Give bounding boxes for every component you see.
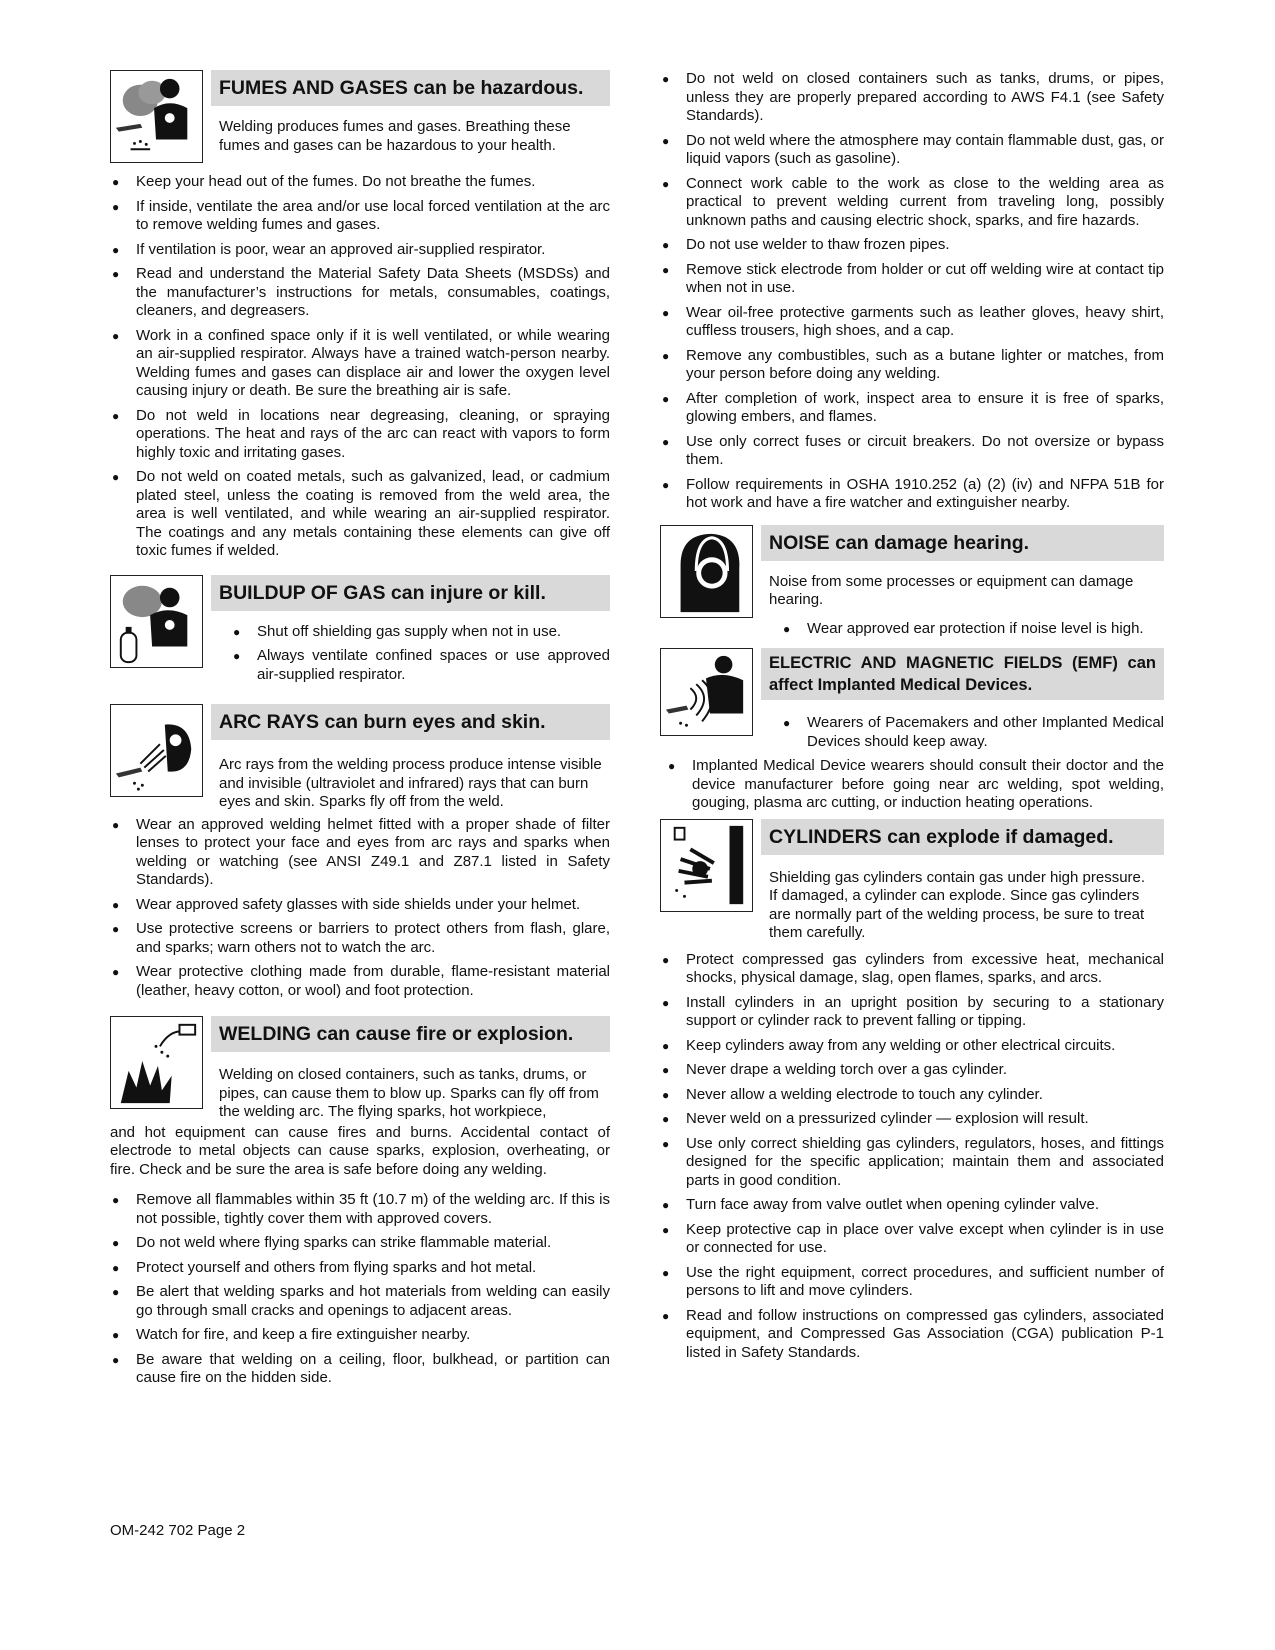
noise-section (660, 525, 1164, 645)
list-item: ● Use only correct fuses or circuit breakers. Do not oversize or bypass them. (660, 433, 1164, 470)
fumes-title: FUMES AND GASES can be hazardous. (211, 70, 610, 106)
fire-list (110, 1191, 610, 1388)
buildup-section (110, 575, 610, 691)
buildup-title: BUILDUP OF GAS can injure or kill. (211, 575, 610, 611)
arc-rays-title: ARC RAYS can burn eyes and skin. (211, 704, 610, 740)
list-item: ● If inside, ventilate the area and/or use local forced ventilation at the arc to remove welding fumes and gases. (110, 198, 610, 235)
cylinders-title: CYLINDERS can explode if damaged. (761, 819, 1164, 855)
list-item: ● Protect yourself and others from flying sparks and hot metal. (110, 1259, 610, 1278)
cylinders-intro: Shielding gas cylinders contain gas under high pressure. If damaged, a cylinder can explode. Since gas cylinders are normally part of the welding process, be sure to treat them carefully. (769, 868, 1146, 941)
list-item: ● Use only correct shielding gas cylinders, regulators, hoses, and fittings designed for the specific application; maintain them and associated parts in good condition. (660, 1135, 1164, 1191)
list-item: ● Do not weld where flying sparks can strike flammable material. (110, 1234, 610, 1253)
arc-rays-section (110, 704, 610, 1000)
fire-explosion-icon (110, 1016, 203, 1109)
fire-continued-list (660, 70, 1164, 513)
fire-intro: Welding on closed containers, such as tanks, drums, or pipes, can cause them to blow up. Sparks can fly off from the welding arc. The flying sparks, hot workpiece, (219, 1066, 599, 1120)
list-item: ● Wear protective clothing made from durable, flame-resistant material (leather, heavy cotton, or wool) and foot protection. (110, 963, 610, 1000)
list-item: ● Do not weld on closed containers such as tanks, drums, or pipes, unless they are properly prepared according to AWS F4.1 (see Safety Standards). (660, 70, 1164, 126)
emf-list-2 (666, 757, 1164, 813)
noise-title: NOISE can damage hearing. (761, 525, 1164, 561)
list-item: ● Wear oil-free protective garments such as leather gloves, heavy shirt, cuffless trousers, high shoes, and a cap. (660, 304, 1164, 341)
list-item: ● Install cylinders in an upright position by securing to a stationary support or cylinder rack to prevent falling or tipping. (660, 994, 1164, 1031)
list-item: ● Always ventilate confined spaces or use approved air-supplied respirator. (211, 647, 610, 684)
list-item: ● Connect work cable to the work as close to the welding area as practical to prevent welding current from traveling long, possibly unknown paths and causing electric shock, sparks, and fire hazards. (660, 175, 1164, 231)
left-column (110, 70, 610, 1394)
list-item: ● Keep your head out of the fumes. Do not breathe the fumes. (110, 173, 610, 192)
gas-buildup-icon (110, 575, 203, 668)
list-item: ● Watch for fire, and keep a fire extinguisher nearby. (110, 1326, 610, 1345)
emf-section (660, 648, 1164, 813)
noise-intro: Noise from some processes or equipment can damage hearing. (769, 572, 1134, 608)
fire-intro-continued: and hot equipment can cause fires and burns. Accidental contact of electrode to metal objects can cause sparks, explosion, overheating, or fire. Check and be sure the area is safe before doing any welding. (110, 1123, 610, 1178)
list-item: ● Follow requirements in OSHA 1910.252 (a) (2) (iv) and NFPA 51B for hot work and have a fire watcher and extinguisher nearby. (660, 476, 1164, 513)
list-item: ● Wear approved ear protection if noise level is high. (761, 620, 1164, 639)
list-item: ● Do not weld in locations near degreasing, cleaning, or spraying operations. The heat and rays of the arc can react with vapors to form highly toxic and irritating gases. (110, 407, 610, 463)
arc-rays-intro: Arc rays from the welding process produce intense visible and invisible (ultraviolet and infrared) rays that can burn eyes and skin. Sparks fly off from the weld. (219, 756, 602, 810)
list-item: ● Never drape a welding torch over a gas cylinder. (660, 1061, 1164, 1080)
list-item: ● Remove all flammables within 35 ft (10.7 m) of the welding arc. If this is not possible, tightly cover them with approved covers. (110, 1191, 610, 1228)
noise-hearing-icon (660, 525, 753, 618)
cylinders-section (660, 819, 1164, 1363)
list-item: ● Do not weld where the atmosphere may contain flammable dust, gas, or liquid vapors (such as gasoline). (660, 132, 1164, 169)
list-item: ● Wear approved safety glasses with side shields under your helmet. (110, 896, 610, 915)
list-item: ● Read and follow instructions on compressed gas cylinders, associated equipment, and Compressed Gas Association (CGA) publication P-1 listed in Safety Standards. (660, 1307, 1164, 1363)
fumes-list (110, 173, 610, 561)
fumes-section (110, 70, 610, 561)
list-item: ● Read and understand the Material Safety Data Sheets (MSDSs) and the manufacturer’s instructions for metals, consumables, coatings, cleaners, and degreasers. (110, 265, 610, 321)
noise-list (761, 620, 1164, 639)
list-item: ● Be aware that welding on a ceiling, floor, bulkhead, or partition can cause fire on the hidden side. (110, 1351, 610, 1388)
list-item: ● Never weld on a pressurized cylinder — explosion will result. (660, 1110, 1164, 1129)
list-item: ● Use the right equipment, correct procedures, and sufficient number of persons to lift and move cylinders. (660, 1264, 1164, 1301)
emf-fields-icon (660, 648, 753, 736)
list-item: ● Turn face away from valve outlet when opening cylinder valve. (660, 1196, 1164, 1215)
list-item: ● Keep protective cap in place over valve except when cylinder is in use or connected for use. (660, 1221, 1164, 1258)
list-item: ● Keep cylinders away from any welding or other electrical circuits. (660, 1037, 1164, 1056)
list-item: ● Do not use welder to thaw frozen pipes. (660, 236, 1164, 255)
arc-rays-icon (110, 704, 203, 797)
list-item: ● Wear an approved welding helmet fitted with a proper shade of filter lenses to protect your face and eyes from arc rays and sparks when welding or watching (see ANSI Z49.1 and Z87.1 listed in Safety Standards). (110, 816, 610, 890)
list-item: ● Protect compressed gas cylinders from excessive heat, mechanical shocks, physical damage, slag, open flames, sparks, and arcs. (660, 951, 1164, 988)
cylinder-explosion-icon (660, 819, 753, 912)
list-item: ● Remove stick electrode from holder or cut off welding wire at contact tip when not in use. (660, 261, 1164, 298)
cylinders-list (660, 951, 1164, 1363)
emf-title: ELECTRIC AND MAGNETIC FIELDS (EMF) can affect Implanted Medical Devices. (761, 648, 1164, 700)
list-item: ● Implanted Medical Device wearers should consult their doctor and the device manufacturer before going near arc welding, spot welding, gouging, plasma arc cutting, or induction heating operations. (666, 757, 1164, 813)
emf-list (761, 714, 1164, 751)
list-item: ● After completion of work, inspect area to ensure it is free of sparks, glowing embers, and flames. (660, 390, 1164, 427)
buildup-list (211, 623, 610, 685)
fire-section (110, 1016, 610, 1388)
list-item: ● Never allow a welding electrode to touch any cylinder. (660, 1086, 1164, 1105)
arc-rays-list (110, 816, 610, 1001)
list-item: ● Wearers of Pacemakers and other Implanted Medical Devices should keep away. (761, 714, 1164, 751)
fumes-hazard-icon (110, 70, 203, 163)
list-item: ● Shut off shielding gas supply when not in use. (211, 623, 610, 642)
fumes-intro: Welding produces fumes and gases. Breathing these fumes and gases can be hazardous to your health. (219, 118, 571, 154)
list-item: ● Do not weld on coated metals, such as galvanized, lead, or cadmium plated steel, unless the coating is removed from the weld area, the area is well ventilated, and while wearing an air-supplied respirator. The coatings and any metals containing these elements can give off toxic fumes if welded. (110, 468, 610, 561)
list-item: ● Be alert that welding sparks and hot materials from welding can easily go through small cracks and openings to adjacent areas. (110, 1283, 610, 1320)
fire-title: WELDING can cause fire or explosion. (211, 1016, 610, 1052)
list-item: ● Work in a confined space only if it is well ventilated, or while wearing an air-supplied respirator. Always have a trained watch-person nearby. Welding fumes and gases can displace air and lower the oxygen level causing injury or death. Be sure the breathing air is safe. (110, 327, 610, 401)
right-column (660, 70, 1164, 1368)
list-item: ● If ventilation is poor, wear an approved air-supplied respirator. (110, 241, 610, 260)
page-footer: OM-242 702 Page 2 (110, 1522, 246, 1539)
list-item: ● Use protective screens or barriers to protect others from flash, glare, and sparks; warn others not to watch the arc. (110, 920, 610, 957)
list-item: ● Remove any combustibles, such as a butane lighter or matches, from your person before doing any welding. (660, 347, 1164, 384)
